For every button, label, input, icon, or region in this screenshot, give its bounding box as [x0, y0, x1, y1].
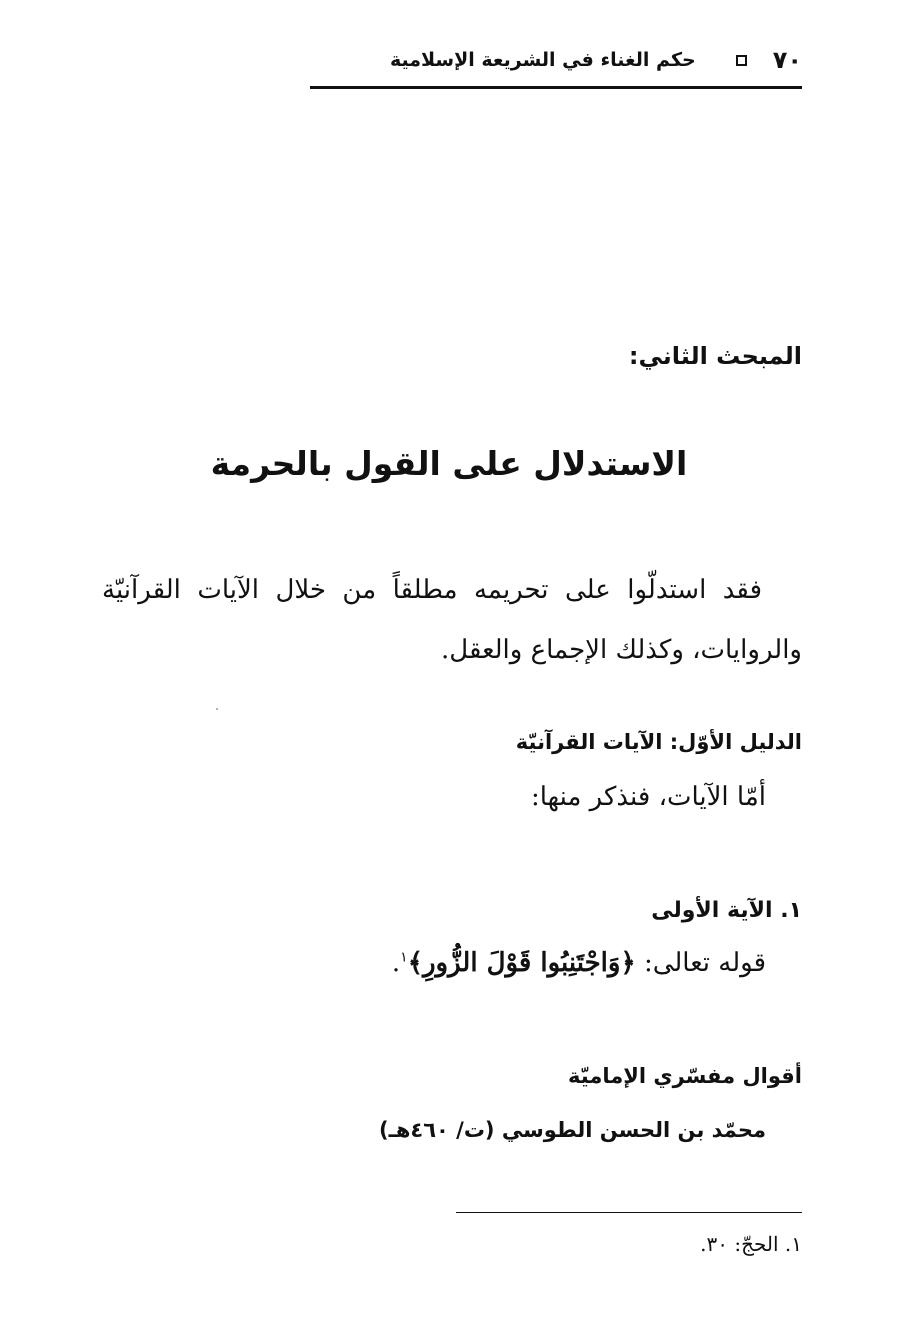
verse-end: . — [391, 948, 401, 978]
section-title-text: الاستدلال على القول بالحرمة — [210, 444, 688, 483]
scholar-name: محمّد بن الحسن الطوسي (ت/ ٤٦٠هـ) — [379, 1118, 766, 1142]
section-label: المبحث الثاني: — [628, 342, 802, 370]
header-divider — [310, 86, 802, 89]
verse-line — [392, 948, 766, 978]
page-number: ٧٠ — [772, 46, 802, 74]
commentators-heading: أقوال مفسّري الإماميّة — [568, 1064, 802, 1088]
running-header — [302, 38, 802, 82]
footnote-reference[interactable]: ١ — [400, 949, 408, 966]
intro-paragraph: فقد استدلّوا على تحريمه مطلقاً من خلال الآيات القرآنيّة والروايات، وكذلك الإجماع والعقل. — [102, 575, 802, 665]
verse-text: ﴿وَاجْتَنِبُوا قَوْلَ الزُّورِ﴾ — [407, 948, 636, 978]
section-title — [0, 444, 906, 483]
square-ornament-icon — [736, 55, 747, 66]
print-speck — [216, 708, 218, 710]
verse-heading: ١. الآية الأولى — [651, 898, 802, 923]
verse-lead: قوله تعالى: — [635, 948, 766, 978]
proof-intro: أمّا الآيات، فنذكر منها: — [530, 782, 766, 812]
running-title: حكم الغناء في الشريعة الإسلامية — [389, 49, 696, 71]
footnote: ١. الحجّ: ٣٠. — [700, 1232, 802, 1256]
footnote-divider — [456, 1212, 802, 1213]
proof-heading: الدليل الأوّل: الآيات القرآنيّة — [515, 730, 802, 754]
